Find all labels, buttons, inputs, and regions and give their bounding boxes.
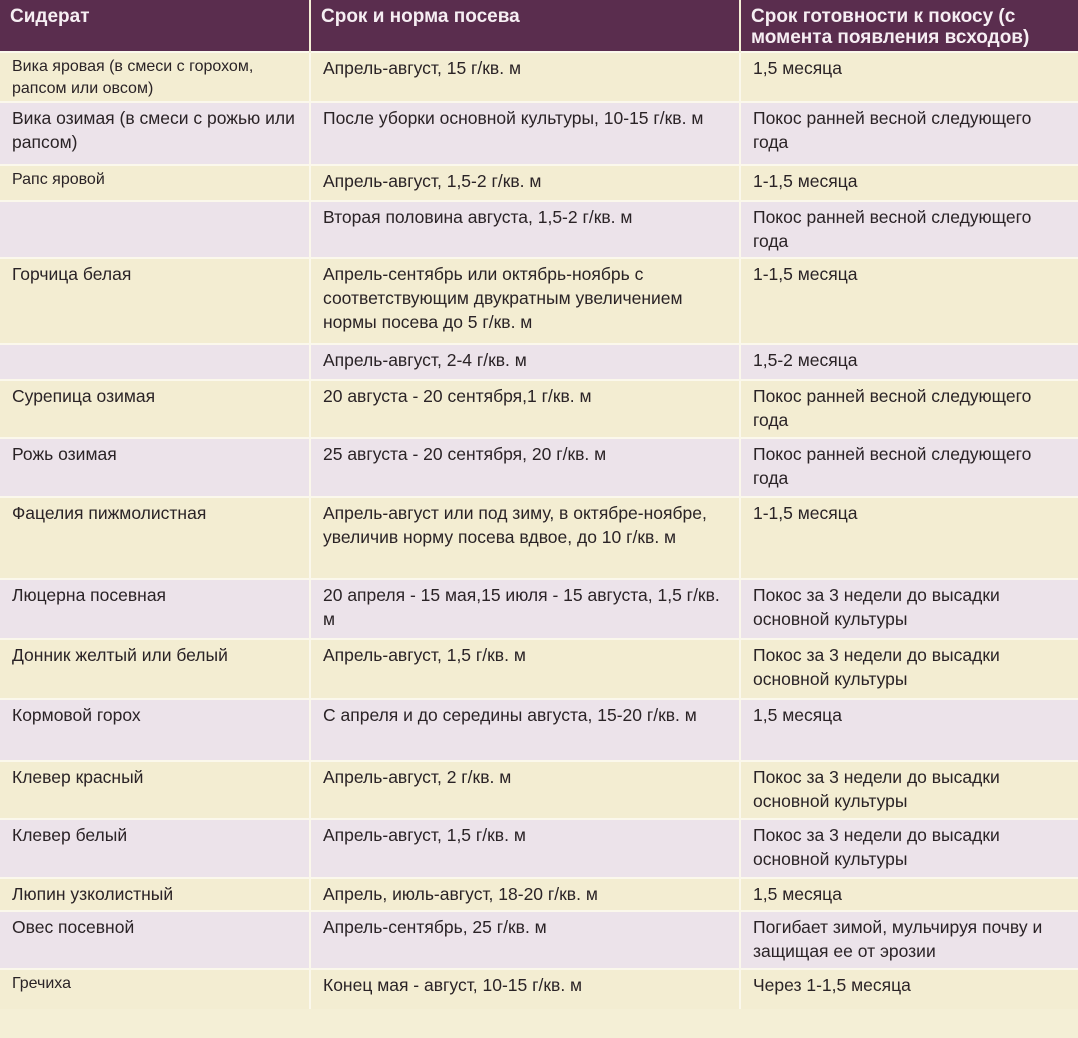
sowing-cell: Апрель-август, 1,5 г/кв. м [310,819,740,878]
crop-cell: Люцерна посевная [0,579,310,639]
readiness-cell: Покос за 3 недели до высадки основной культуры [740,761,1078,819]
crop-cell: Вика озимая (в смеси с рожью или рапсом) [0,102,310,165]
readiness-cell: Покос ранней весной следующего года [740,438,1078,497]
crop-cell: Сурепица озимая [0,380,310,438]
header-crop: Сидерат [0,0,310,52]
sowing-cell: 20 августа - 20 сентября,1 г/кв. м [310,380,740,438]
crop-cell: Овес посевной [0,911,310,969]
sowing-cell: Апрель, июль-август, 18-20 г/кв. м [310,878,740,911]
sowing-cell: Апрель-август, 15 г/кв. м [310,52,740,102]
sowing-cell: 25 августа - 20 сентября, 20 г/кв. м [310,438,740,497]
table-row [0,579,1078,639]
sowing-cell: С апреля и до середины августа, 15-20 г/кв. м [310,699,740,761]
crop-cell: Люпин узколистный [0,878,310,911]
table-row [0,878,1078,911]
header-row [0,0,1078,52]
readiness-cell: Покос ранней весной следующего года [740,201,1078,258]
sowing-cell: Конец мая - август, 10-15 г/кв. м [310,969,740,1009]
crop-cell: Кормовой горох [0,699,310,761]
sowing-cell: Апрель-сентябрь или октябрь-ноябрь с соответствующим двукратным увеличением нормы посева до 5 г/кв. м [310,258,740,344]
table-row [0,819,1078,878]
crop-cell: Донник желтый или белый [0,639,310,699]
table-row [0,497,1078,579]
crop-cell: Вика яровая (в смеси с горохом, рапсом или овсом) [0,52,310,102]
sowing-cell: Апрель-август, 2-4 г/кв. м [310,344,740,380]
table-row [0,380,1078,438]
readiness-cell: Покос за 3 недели до высадки основной культуры [740,639,1078,699]
sowing-cell: Апрель-август или под зиму, в октябре-ноябре, увеличив норму посева вдвое, до 10 г/кв. м [310,497,740,579]
sowing-cell: Апрель-сентябрь, 25 г/кв. м [310,911,740,969]
table-row [0,911,1078,969]
table-row [0,699,1078,761]
header-readiness: Срок готовности к покосу (с момента появления всходов) [740,0,1078,52]
table-row [0,201,1078,258]
table-row [0,52,1078,102]
sowing-cell: Апрель-август, 1,5-2 г/кв. м [310,165,740,201]
readiness-cell: Через 1-1,5 месяца [740,969,1078,1009]
readiness-cell: Покос ранней весной следующего года [740,380,1078,438]
table-row [0,969,1078,1009]
header-sowing: Срок и норма посева [310,0,740,52]
sowing-cell: Апрель-август, 2 г/кв. м [310,761,740,819]
readiness-cell: Погибает зимой, мульчируя почву и защищая ее от эрозии [740,911,1078,969]
table-row [0,258,1078,344]
readiness-cell: 1,5 месяца [740,699,1078,761]
readiness-cell: 1,5 месяца [740,52,1078,102]
sowing-cell: Вторая половина августа, 1,5-2 г/кв. м [310,201,740,258]
readiness-cell: 1-1,5 месяца [740,165,1078,201]
readiness-cell: 1,5-2 месяца [740,344,1078,380]
table-row [0,102,1078,165]
crop-cell: Фацелия пижмолистная [0,497,310,579]
table-row [0,761,1078,819]
crop-cell: Клевер красный [0,761,310,819]
crop-cell: Рапс яровой [0,165,310,201]
sowing-cell: 20 апреля - 15 мая,15 июля - 15 августа, 1,5 г/кв. м [310,579,740,639]
readiness-cell: Покос за 3 недели до высадки основной культуры [740,819,1078,878]
readiness-cell: Покос за 3 недели до высадки основной культуры [740,579,1078,639]
sowing-cell: Апрель-август, 1,5 г/кв. м [310,639,740,699]
crop-cell [0,344,310,380]
crop-cell [0,201,310,258]
table-row [0,344,1078,380]
table-row [0,438,1078,497]
crop-cell: Горчица белая [0,258,310,344]
readiness-cell: 1-1,5 месяца [740,497,1078,579]
table-row [0,165,1078,201]
crop-cell: Гречиха [0,969,310,1009]
crop-cell: Рожь озимая [0,438,310,497]
table-row [0,639,1078,699]
readiness-cell: 1-1,5 месяца [740,258,1078,344]
sowing-cell: После уборки основной культуры, 10-15 г/кв. м [310,102,740,165]
readiness-cell: Покос ранней весной следующего года [740,102,1078,165]
readiness-cell: 1,5 месяца [740,878,1078,911]
crop-cell: Клевер белый [0,819,310,878]
